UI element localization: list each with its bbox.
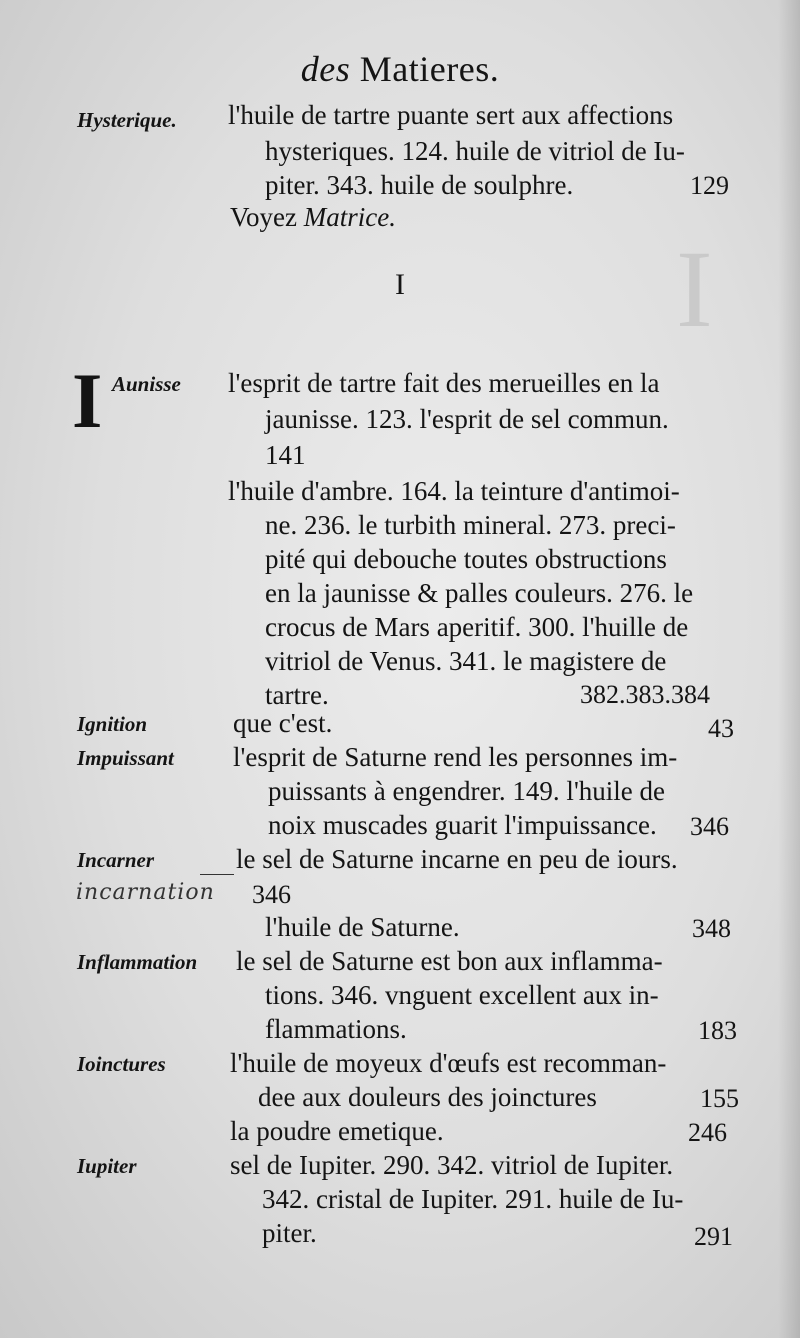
entry-term: Incarner	[77, 848, 155, 872]
entry-line: l'huile d'ambre. 164. la teinture d'antimoi-	[228, 476, 680, 506]
entry-line: sel de Iupiter. 290. 342. vitriol de Iupiter.	[230, 1150, 674, 1180]
entry-term: Impuissant	[77, 746, 174, 770]
entry-line: puissants à engendrer. 149. l'huile de	[268, 776, 666, 806]
entry-line: en la jaunisse & palles couleurs. 276. le	[265, 578, 694, 608]
entry-line: flammations.	[265, 1014, 407, 1044]
entry-line: 342. cristal de Iupiter. 291. huile de Iu-	[262, 1184, 684, 1214]
handwritten-annotation: incarnation	[76, 880, 215, 905]
entry-line: tions. 346. vnguent excellent aux in-	[265, 980, 659, 1010]
running-head-caps: Matieres.	[359, 49, 500, 89]
handwritten-underline	[200, 874, 234, 875]
page-edge-shadow	[778, 0, 800, 1338]
entry-line: la poudre emetique.	[230, 1116, 444, 1146]
entry-line: le sel de Saturne est bon aux inflamma-	[236, 946, 663, 976]
page-reference: 348	[692, 914, 731, 943]
page-reference: 129	[690, 171, 729, 200]
entry-term: Ioinctures	[77, 1052, 166, 1076]
entry-line: l'esprit de tartre fait des merueilles en la	[228, 368, 660, 398]
entry-line: l'huile de tartre puante sert aux affections	[228, 100, 674, 130]
entry-line: jaunisse. 123. l'esprit de sel commun.	[265, 404, 669, 434]
page-reference: 43	[708, 714, 734, 743]
entry-line: l'esprit de Saturne rend les personnes im-	[233, 742, 678, 772]
running-head-italic: des	[300, 49, 360, 89]
entry-line: hysteriques. 124. huile de vitriol de Iu-	[265, 136, 685, 166]
entry-line: le sel de Saturne incarne en peu de iours.	[236, 844, 678, 874]
entry-line: piter.	[262, 1218, 317, 1248]
see-also-target: Matrice.	[303, 202, 396, 232]
see-also-line	[230, 204, 396, 231]
entry-term: Iupiter	[77, 1154, 137, 1178]
entry-term: Aunisse	[112, 372, 181, 396]
entry-line: tartre.	[265, 680, 329, 710]
entry-line: que c'est.	[233, 708, 333, 738]
page-reference: 346	[690, 812, 729, 841]
page-reference: 155	[700, 1084, 739, 1113]
entry-line: 141	[265, 440, 306, 470]
entry-line: l'huile de Saturne.	[265, 912, 460, 942]
page-reference: 291	[694, 1222, 733, 1251]
entry-line: ne. 236. le turbith mineral. 273. preci-	[265, 510, 676, 540]
entry-term: Inflammation	[77, 950, 198, 974]
page-reference: 183	[698, 1016, 737, 1045]
page-reference: 246	[688, 1118, 727, 1147]
entry-line: crocus de Mars aperitif. 300. l'huille de	[265, 612, 689, 642]
section-letter-heading: I	[395, 268, 405, 301]
running-head	[0, 48, 800, 90]
page-reference: 346	[252, 880, 291, 909]
entry-line: piter. 343. huile de soulphre.	[265, 170, 574, 200]
show-through-letter: I	[676, 228, 713, 350]
entry-line: dee aux douleurs des joinctures	[258, 1082, 597, 1112]
entry-line: pité qui debouche toutes obstructions	[265, 544, 667, 574]
page-reference: 382.383.384	[580, 680, 710, 709]
entry-term: Ignition	[77, 712, 148, 736]
entry-line: noix muscades guarit l'impuissance.	[268, 810, 657, 840]
drop-cap: I	[72, 357, 103, 444]
see-also-prefix: Voyez	[230, 202, 304, 232]
entry-line: l'huile de moyeux d'œufs est recomman-	[230, 1048, 667, 1078]
entry-line: vitriol de Venus. 341. le magistere de	[265, 646, 667, 676]
entry-term: Hysterique.	[77, 108, 177, 132]
